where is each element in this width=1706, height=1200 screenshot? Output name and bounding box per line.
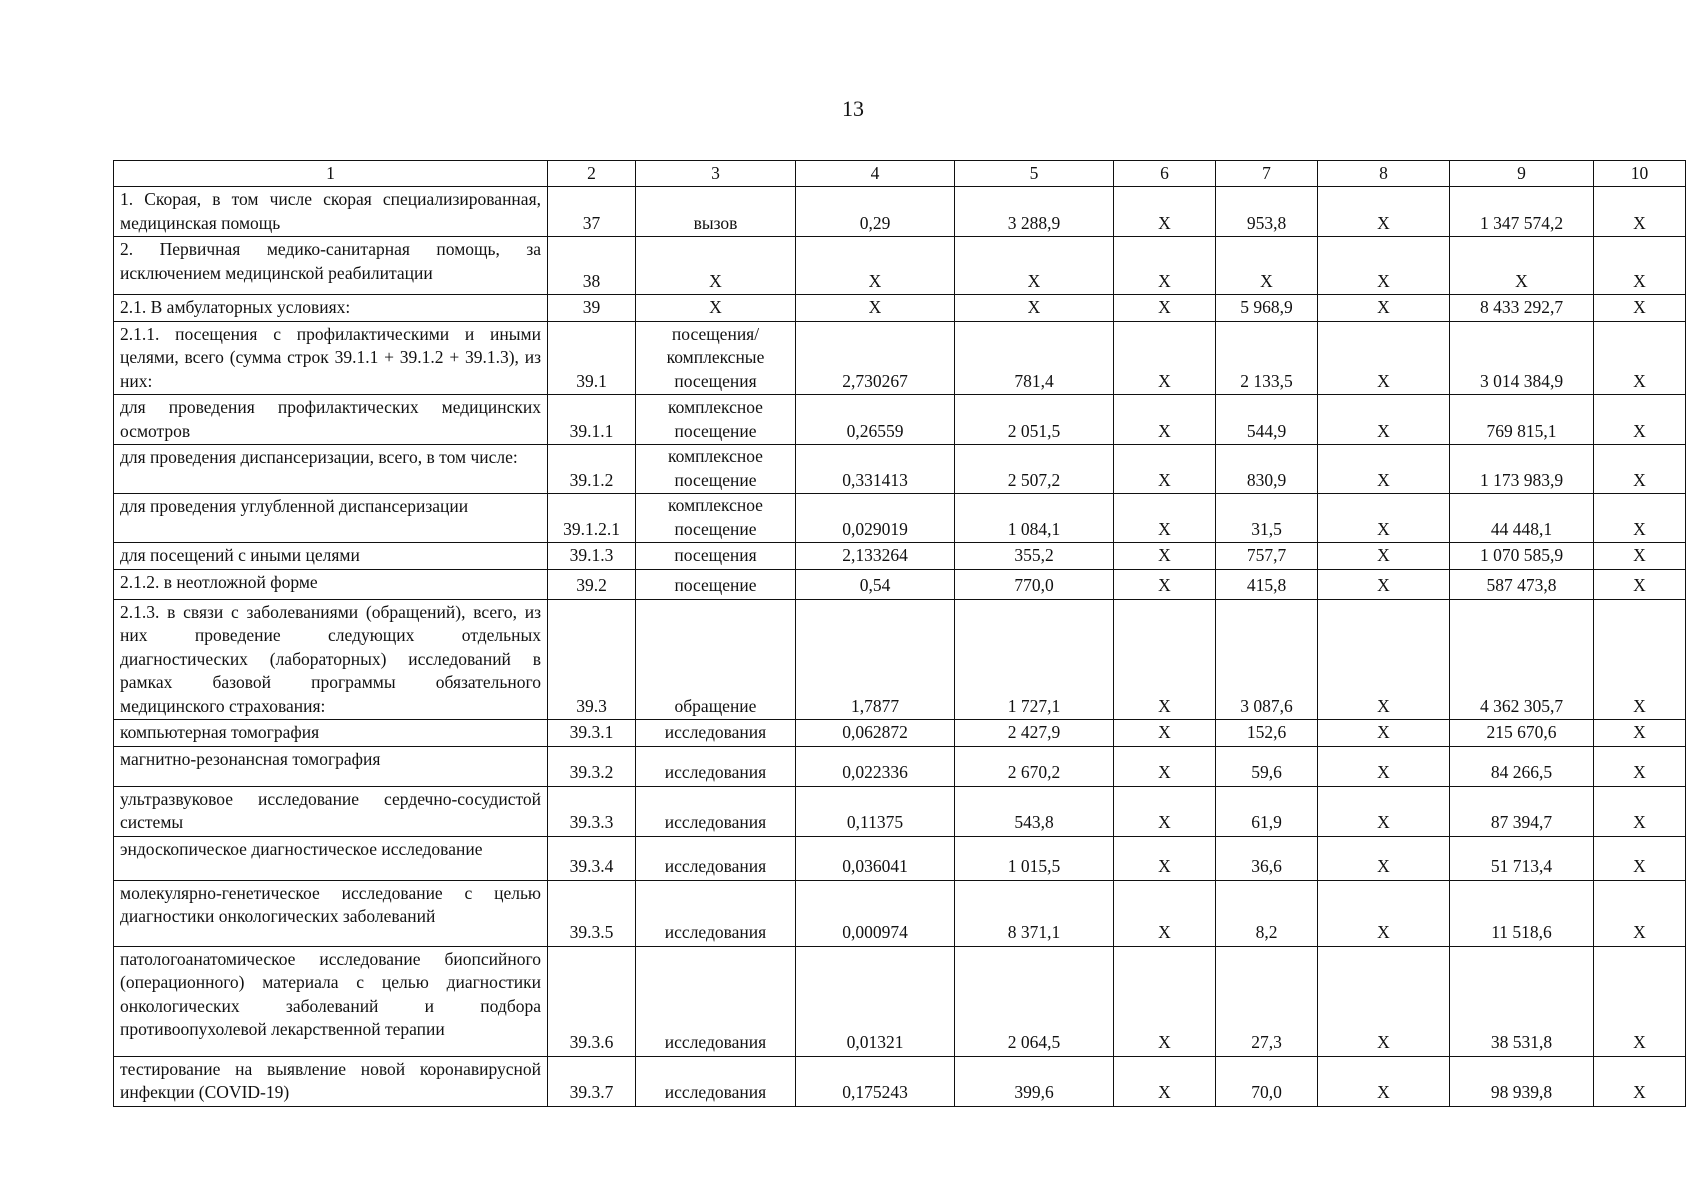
value-col-6-cell: X — [1114, 746, 1216, 786]
page-number: 13 — [842, 96, 864, 121]
row-unit-cell: исследования — [636, 746, 796, 786]
value-col-7-cell: 27,3 — [1216, 946, 1318, 1056]
value-col-4-cell: 0,26559 — [796, 395, 955, 445]
value-col-4-cell: 2,133264 — [796, 543, 955, 570]
value-col-5-cell: 1 015,5 — [955, 836, 1114, 880]
value-col-8-cell: X — [1318, 1056, 1450, 1106]
value-col-9-cell: 3 014 384,9 — [1450, 321, 1594, 395]
row-code-cell: 39.3.6 — [548, 946, 636, 1056]
value-col-8-cell: X — [1318, 946, 1450, 1056]
row-name-cell: для посещений с иными целями — [114, 543, 548, 570]
value-col-5-cell: 2 051,5 — [955, 395, 1114, 445]
value-col-7-cell: 5 968,9 — [1216, 295, 1318, 322]
row-name-cell: магнитно-резонансная томография — [114, 746, 548, 786]
value-col-4-cell: 0,54 — [796, 569, 955, 599]
header-cell: 5 — [955, 161, 1114, 187]
medical-care-table — [113, 160, 1686, 1107]
row-name-cell: 2.1.3. в связи с заболеваниями (обращений), всего, из них проведение следующих отдельных диагностических (лабораторных) исследований в рамках базовой программы обязательного медицинского страхования: — [114, 599, 548, 720]
row-unit-cell: комплексное посещение — [636, 494, 796, 543]
row-unit-cell: исследования — [636, 786, 796, 836]
value-col-5-cell: 781,4 — [955, 321, 1114, 395]
value-col-7-cell: 830,9 — [1216, 445, 1318, 494]
value-col-8-cell: X — [1318, 494, 1450, 543]
header-cell: 7 — [1216, 161, 1318, 187]
table-row — [114, 746, 1686, 786]
value-col-9-cell: 44 448,1 — [1450, 494, 1594, 543]
value-col-10-cell: X — [1594, 321, 1686, 395]
value-col-4-cell: 0,036041 — [796, 836, 955, 880]
value-col-4-cell: 1,7877 — [796, 599, 955, 720]
value-col-8-cell: X — [1318, 836, 1450, 880]
table-row — [114, 395, 1686, 445]
row-name-cell: патологоанатомическое исследование биопсийного (операционного) материала с целью диагностики онкологических заболеваний и подбора противоопухолевой лекарственной терапии — [114, 946, 548, 1056]
value-col-9-cell: 587 473,8 — [1450, 569, 1594, 599]
value-col-10-cell: X — [1594, 187, 1686, 237]
value-col-7-cell: 61,9 — [1216, 786, 1318, 836]
row-unit-cell: вызов — [636, 187, 796, 237]
value-col-8-cell: X — [1318, 445, 1450, 494]
value-col-6-cell: X — [1114, 445, 1216, 494]
row-code-cell: 39.3.2 — [548, 746, 636, 786]
value-col-5-cell: 399,6 — [955, 1056, 1114, 1106]
value-col-9-cell: 4 362 305,7 — [1450, 599, 1594, 720]
value-col-7-cell: 3 087,6 — [1216, 599, 1318, 720]
row-code-cell: 39.1.3 — [548, 543, 636, 570]
row-code-cell: 39.3.7 — [548, 1056, 636, 1106]
row-unit-cell: исследования — [636, 946, 796, 1056]
value-col-7-cell: 36,6 — [1216, 836, 1318, 880]
value-col-7-cell: 953,8 — [1216, 187, 1318, 237]
header-cell: 3 — [636, 161, 796, 187]
value-col-10-cell: X — [1594, 786, 1686, 836]
value-col-5-cell: X — [955, 237, 1114, 295]
value-col-9-cell: 11 518,6 — [1450, 880, 1594, 946]
value-col-10-cell: X — [1594, 1056, 1686, 1106]
value-col-5-cell: 8 371,1 — [955, 880, 1114, 946]
value-col-5-cell: 1 727,1 — [955, 599, 1114, 720]
value-col-4-cell: 2,730267 — [796, 321, 955, 395]
value-col-8-cell: X — [1318, 543, 1450, 570]
value-col-5-cell: 355,2 — [955, 543, 1114, 570]
table-row — [114, 786, 1686, 836]
header-cell: 10 — [1594, 161, 1686, 187]
value-col-4-cell: 0,000974 — [796, 880, 955, 946]
value-col-9-cell: 1 070 585,9 — [1450, 543, 1594, 570]
value-col-8-cell: X — [1318, 187, 1450, 237]
value-col-6-cell: X — [1114, 569, 1216, 599]
value-col-10-cell: X — [1594, 569, 1686, 599]
row-code-cell: 39.1.2.1 — [548, 494, 636, 543]
value-col-6-cell: X — [1114, 237, 1216, 295]
value-col-4-cell: 0,331413 — [796, 445, 955, 494]
table-row — [114, 836, 1686, 880]
value-col-9-cell: 98 939,8 — [1450, 1056, 1594, 1106]
value-col-6-cell: X — [1114, 836, 1216, 880]
value-col-7-cell: 59,6 — [1216, 746, 1318, 786]
value-col-10-cell: X — [1594, 395, 1686, 445]
row-name-cell: для проведения диспансеризации, всего, в том числе: — [114, 445, 548, 494]
row-name-cell: молекулярно-генетическое исследование с целью диагностики онкологических заболеваний — [114, 880, 548, 946]
header-cell: 9 — [1450, 161, 1594, 187]
value-col-8-cell: X — [1318, 880, 1450, 946]
value-col-7-cell: X — [1216, 237, 1318, 295]
value-col-10-cell: X — [1594, 237, 1686, 295]
table-row — [114, 494, 1686, 543]
row-unit-cell: исследования — [636, 836, 796, 880]
table-row — [114, 187, 1686, 237]
value-col-8-cell: X — [1318, 786, 1450, 836]
value-col-10-cell: X — [1594, 746, 1686, 786]
value-col-6-cell: X — [1114, 599, 1216, 720]
header-cell: 2 — [548, 161, 636, 187]
row-code-cell: 39.1.1 — [548, 395, 636, 445]
value-col-5-cell: 2 427,9 — [955, 720, 1114, 747]
row-code-cell: 39.3.1 — [548, 720, 636, 747]
value-col-7-cell: 544,9 — [1216, 395, 1318, 445]
value-col-10-cell: X — [1594, 946, 1686, 1056]
value-col-5-cell: 1 084,1 — [955, 494, 1114, 543]
value-col-7-cell: 2 133,5 — [1216, 321, 1318, 395]
value-col-8-cell: X — [1318, 395, 1450, 445]
row-name-cell: тестирование на выявление новой коронавирусной инфекции (COVID-19) — [114, 1056, 548, 1106]
value-col-9-cell: 1 173 983,9 — [1450, 445, 1594, 494]
value-col-6-cell: X — [1114, 1056, 1216, 1106]
value-col-10-cell: X — [1594, 836, 1686, 880]
value-col-10-cell: X — [1594, 599, 1686, 720]
value-col-7-cell: 415,8 — [1216, 569, 1318, 599]
value-col-7-cell: 31,5 — [1216, 494, 1318, 543]
row-unit-cell: X — [636, 295, 796, 322]
table-row — [114, 599, 1686, 720]
row-name-cell: ультразвуковое исследование сердечно-сосудистой системы — [114, 786, 548, 836]
value-col-10-cell: X — [1594, 880, 1686, 946]
value-col-6-cell: X — [1114, 295, 1216, 322]
value-col-9-cell: 8 433 292,7 — [1450, 295, 1594, 322]
table-row — [114, 880, 1686, 946]
value-col-8-cell: X — [1318, 321, 1450, 395]
value-col-5-cell: 2 507,2 — [955, 445, 1114, 494]
value-col-9-cell: 87 394,7 — [1450, 786, 1594, 836]
value-col-10-cell: X — [1594, 494, 1686, 543]
row-unit-cell: исследования — [636, 720, 796, 747]
value-col-6-cell: X — [1114, 720, 1216, 747]
table-row — [114, 946, 1686, 1056]
value-col-7-cell: 757,7 — [1216, 543, 1318, 570]
value-col-6-cell: X — [1114, 543, 1216, 570]
value-col-9-cell: 38 531,8 — [1450, 946, 1594, 1056]
value-col-5-cell: 770,0 — [955, 569, 1114, 599]
value-col-9-cell: 51 713,4 — [1450, 836, 1594, 880]
row-unit-cell: посещения — [636, 543, 796, 570]
row-code-cell: 39.3 — [548, 599, 636, 720]
value-col-6-cell: X — [1114, 786, 1216, 836]
row-code-cell: 39.2 — [548, 569, 636, 599]
row-name-cell: эндоскопическое диагностическое исследование — [114, 836, 548, 880]
value-col-9-cell: 1 347 574,2 — [1450, 187, 1594, 237]
row-name-cell: 2.1.1. посещения с профилактическими и иными целями, всего (сумма строк 39.1.1 + 39.1.2 + 39.1.3), из них: — [114, 321, 548, 395]
row-name-cell: для проведения углубленной диспансеризации — [114, 494, 548, 543]
row-code-cell: 39.3.3 — [548, 786, 636, 836]
header-cell: 1 — [114, 161, 548, 187]
value-col-4-cell: 0,175243 — [796, 1056, 955, 1106]
table-row — [114, 295, 1686, 322]
value-col-9-cell: 215 670,6 — [1450, 720, 1594, 747]
value-col-5-cell: 543,8 — [955, 786, 1114, 836]
value-col-4-cell: 0,022336 — [796, 746, 955, 786]
header-cell: 4 — [796, 161, 955, 187]
value-col-7-cell: 152,6 — [1216, 720, 1318, 747]
row-unit-cell: комплексное посещение — [636, 395, 796, 445]
value-col-5-cell: 3 288,9 — [955, 187, 1114, 237]
value-col-4-cell: 0,11375 — [796, 786, 955, 836]
row-code-cell: 39.1 — [548, 321, 636, 395]
value-col-4-cell: 0,029019 — [796, 494, 955, 543]
value-col-10-cell: X — [1594, 445, 1686, 494]
value-col-8-cell: X — [1318, 599, 1450, 720]
row-name-cell: 1. Скорая, в том числе скорая специализированная, медицинская помощь — [114, 187, 548, 237]
value-col-7-cell: 70,0 — [1216, 1056, 1318, 1106]
value-col-8-cell: X — [1318, 237, 1450, 295]
value-col-10-cell: X — [1594, 295, 1686, 322]
table-row — [114, 445, 1686, 494]
row-name-cell: 2. Первичная медико-санитарная помощь, за исключением медицинской реабилитации — [114, 237, 548, 295]
row-unit-cell: комплексное посещение — [636, 445, 796, 494]
row-unit-cell: X — [636, 237, 796, 295]
value-col-4-cell: 0,01321 — [796, 946, 955, 1056]
row-unit-cell: посещение — [636, 569, 796, 599]
value-col-5-cell: X — [955, 295, 1114, 322]
row-name-cell: компьютерная томография — [114, 720, 548, 747]
row-unit-cell: посещения/ комплексные посещения — [636, 321, 796, 395]
row-unit-cell: исследования — [636, 880, 796, 946]
value-col-6-cell: X — [1114, 880, 1216, 946]
value-col-8-cell: X — [1318, 569, 1450, 599]
table-header-row — [114, 161, 1686, 187]
value-col-7-cell: 8,2 — [1216, 880, 1318, 946]
row-name-cell: 2.1. В амбулаторных условиях: — [114, 295, 548, 322]
row-name-cell: для проведения профилактических медицинских осмотров — [114, 395, 548, 445]
value-col-10-cell: X — [1594, 543, 1686, 570]
value-col-4-cell: 0,29 — [796, 187, 955, 237]
value-col-8-cell: X — [1318, 720, 1450, 747]
row-name-cell: 2.1.2. в неотложной форме — [114, 569, 548, 599]
value-col-6-cell: X — [1114, 946, 1216, 1056]
row-code-cell: 39.3.5 — [548, 880, 636, 946]
table-row — [114, 720, 1686, 747]
value-col-5-cell: 2 670,2 — [955, 746, 1114, 786]
table-row — [114, 569, 1686, 599]
row-code-cell: 39 — [548, 295, 636, 322]
table-row — [114, 543, 1686, 570]
value-col-4-cell: X — [796, 295, 955, 322]
value-col-9-cell: 769 815,1 — [1450, 395, 1594, 445]
value-col-4-cell: X — [796, 237, 955, 295]
value-col-6-cell: X — [1114, 321, 1216, 395]
table-row — [114, 237, 1686, 295]
value-col-4-cell: 0,062872 — [796, 720, 955, 747]
header-cell: 6 — [1114, 161, 1216, 187]
value-col-6-cell: X — [1114, 187, 1216, 237]
value-col-10-cell: X — [1594, 720, 1686, 747]
row-code-cell: 38 — [548, 237, 636, 295]
row-code-cell: 39.1.2 — [548, 445, 636, 494]
value-col-9-cell: X — [1450, 237, 1594, 295]
value-col-8-cell: X — [1318, 295, 1450, 322]
value-col-6-cell: X — [1114, 494, 1216, 543]
row-unit-cell: исследования — [636, 1056, 796, 1106]
value-col-6-cell: X — [1114, 395, 1216, 445]
row-code-cell: 39.3.4 — [548, 836, 636, 880]
table-row — [114, 1056, 1686, 1106]
table-row — [114, 321, 1686, 395]
header-cell: 8 — [1318, 161, 1450, 187]
row-code-cell: 37 — [548, 187, 636, 237]
value-col-8-cell: X — [1318, 746, 1450, 786]
row-unit-cell: обращение — [636, 599, 796, 720]
value-col-9-cell: 84 266,5 — [1450, 746, 1594, 786]
value-col-5-cell: 2 064,5 — [955, 946, 1114, 1056]
